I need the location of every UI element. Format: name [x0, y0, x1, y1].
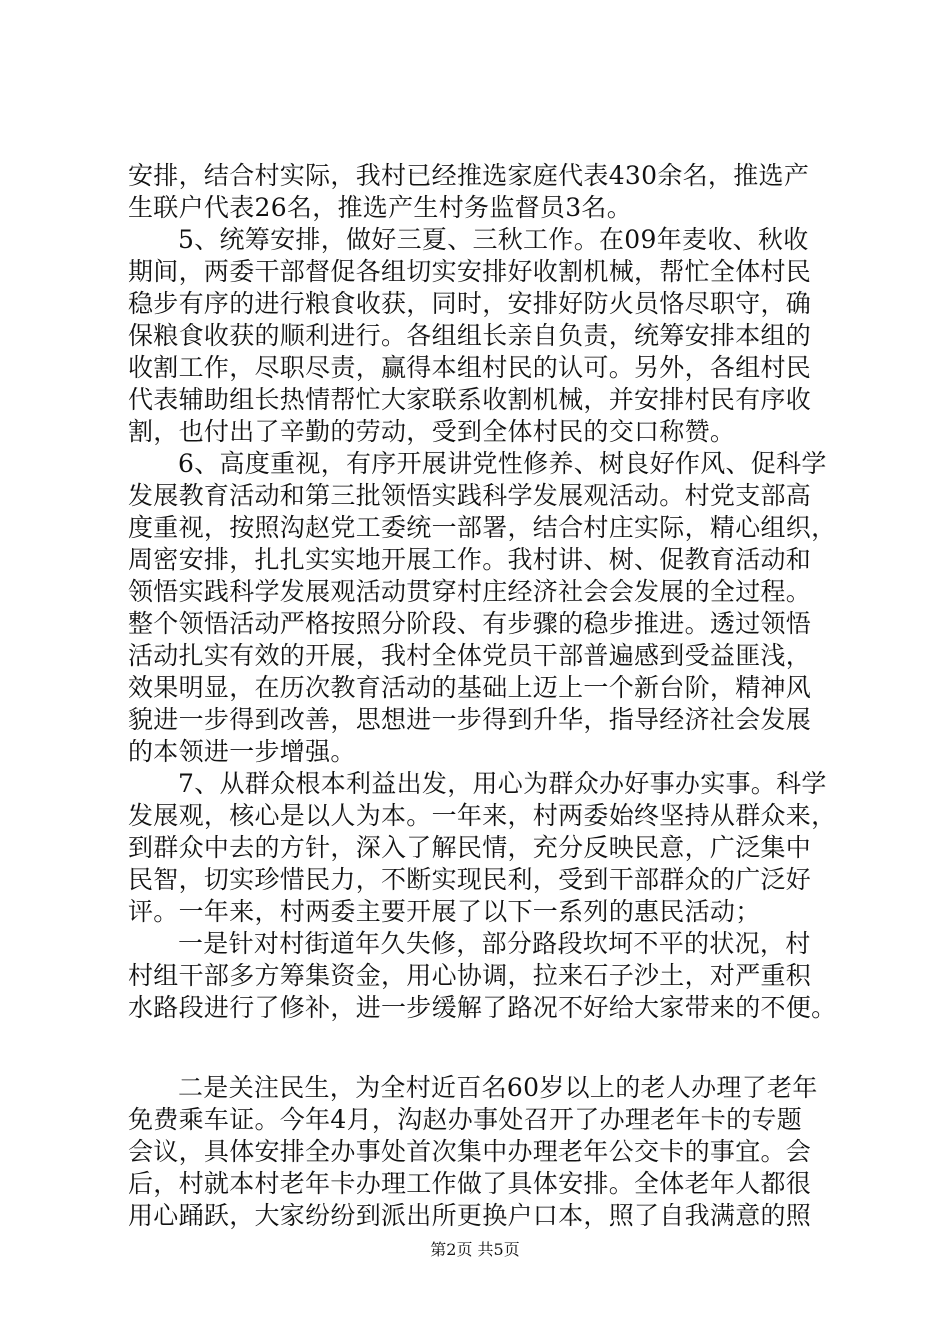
text-line: 会议，具体安排全办事处首次集中办理老年公交卡的事宜。会	[128, 1137, 812, 1166]
text-line: 周密安排，扎扎实实地开展工作。我村讲、树、促教育活动和	[128, 545, 812, 574]
text-line: 6、高度重视，有序开展讲党性修养、树良好作风、促科学	[178, 449, 827, 478]
text-line: 用心踊跃，大家纷纷到派出所更换户口本，照了自我满意的照	[128, 1201, 812, 1230]
page-number-text: 第2页 共5页	[430, 1240, 520, 1259]
text-line: 7、从群众根本利益出发，用心为群众办好事办实事。科学	[178, 769, 827, 798]
text-line: 安排，结合村实际，我村已经推选家庭代表430余名，推选产	[128, 161, 810, 190]
text-line: 稳步有序的进行粮食收获，同时，安排好防火员恪尽职守，确	[128, 289, 812, 318]
text-line: 生联户代表26名，推选产生村务监督员3名。	[128, 193, 633, 222]
text-line: 度重视，按照沟赵党工委统一部署，结合村庄实际，精心组织，	[128, 513, 837, 542]
text-line: 发展观，核心是以人为本。一年来，村两委始终坚持从群众来，	[128, 801, 837, 830]
text-line: 整个领悟活动严格按照分阶段、有步骤的稳步推进。透过领悟	[128, 609, 812, 638]
text-line: 保粮食收获的顺利进行。各组组长亲自负责，统筹安排本组的	[128, 321, 812, 350]
text-line: 貌进一步得到改善，思想进一步得到升华，指导经济社会发展	[128, 705, 812, 734]
text-line: 期间，两委干部督促各组切实安排好收割机械，帮忙全体村民	[128, 257, 812, 286]
paragraph	[128, 448, 837, 768]
text-line: 代表辅助组长热情帮忙大家联系收割机械，并安排村民有序收	[128, 385, 812, 414]
document-body	[128, 160, 837, 1232]
text-line: 村组干部多方筹集资金，用心协调，拉来石子沙土，对严重积	[128, 961, 812, 990]
text-line: 到群众中去的方针，深入了解民情，充分反映民意，广泛集中	[128, 833, 812, 862]
paragraph	[128, 1072, 828, 1232]
paragraph	[128, 928, 837, 1024]
text-line: 的本领进一步增强。	[128, 737, 356, 766]
text-line: 活动扎实有效的开展，我村全体党员干部普遍感到受益匪浅，	[128, 641, 812, 670]
page-footer	[0, 1240, 950, 1260]
paragraph	[128, 224, 828, 448]
paragraph	[128, 160, 828, 224]
text-line: 效果明显，在历次教育活动的基础上迈上一个新台阶，精神风	[128, 673, 812, 702]
paragraph-gap	[128, 1024, 828, 1072]
text-line: 发展教育活动和第三批领悟实践科学发展观活动。村党支部高	[128, 481, 812, 510]
text-line: 割，也付出了辛勤的劳动，受到全体村民的交口称赞。	[128, 417, 736, 446]
text-line: 领悟实践科学发展观活动贯穿村庄经济社会会发展的全过程。	[128, 577, 812, 606]
text-line: 一是针对村街道年久失修，部分路段坎坷不平的状况，村	[178, 929, 811, 958]
text-line: 二是关注民生，为全村近百名60岁以上的老人办理了老年	[178, 1073, 818, 1102]
text-line: 5、统筹安排，做好三夏、三秋工作。在09年麦收、秋收	[178, 225, 809, 254]
text-line: 民智，切实珍惜民力，不断实现民利，受到干部群众的广泛好	[128, 865, 812, 894]
text-line: 水路段进行了修补，进一步缓解了路况不好给大家带来的不便。	[128, 993, 837, 1022]
paragraph	[128, 768, 837, 928]
text-line: 后，村就本村老年卡办理工作做了具体安排。全体老年人都很	[128, 1169, 812, 1198]
text-line: 评。一年来，村两委主要开展了以下一系列的惠民活动；	[128, 897, 761, 926]
text-line: 收割工作，尽职尽责，赢得本组村民的认可。另外，各组村民	[128, 353, 812, 382]
text-line: 免费乘车证。今年4月，沟赵办事处召开了办理老年卡的专题	[128, 1105, 803, 1134]
